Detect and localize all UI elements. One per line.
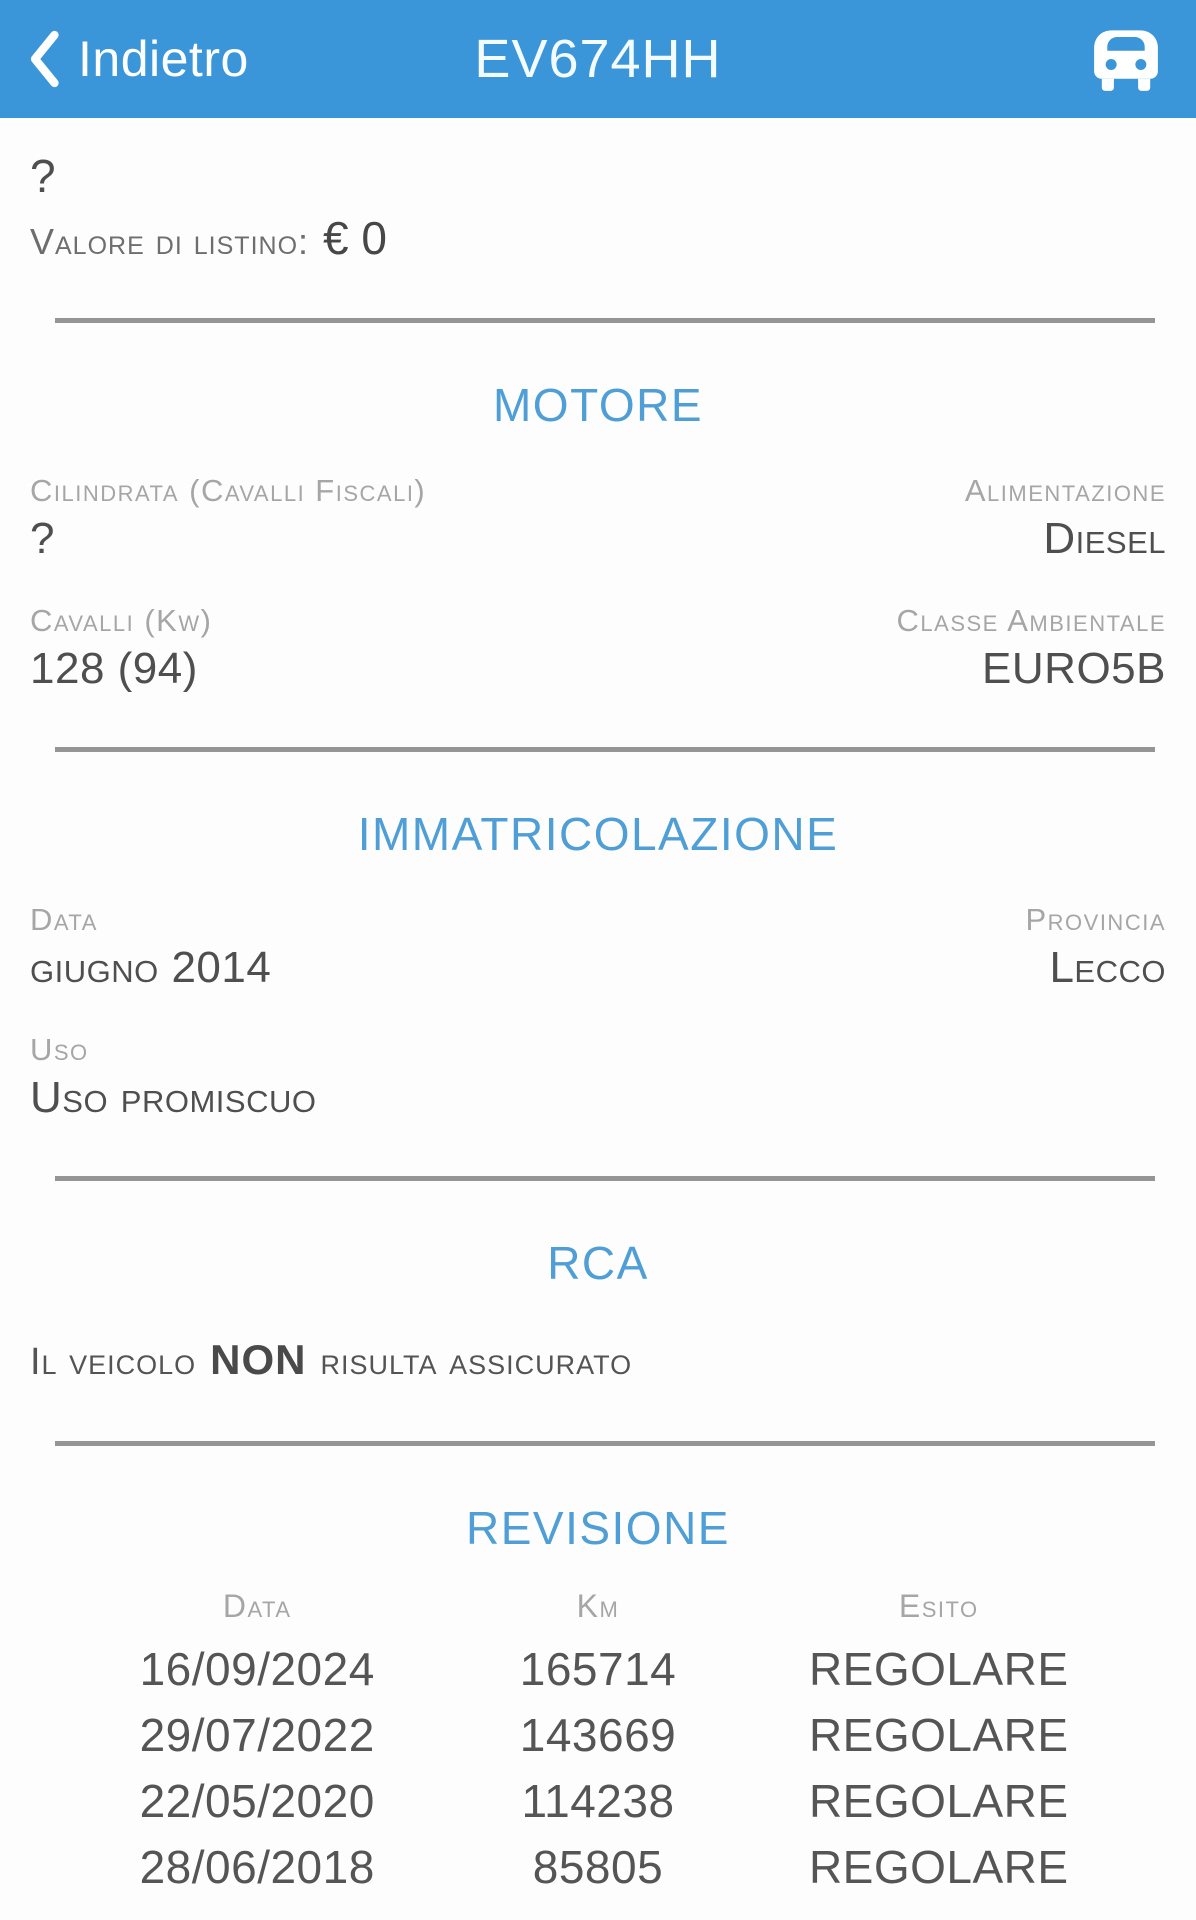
- field-provincia: [1025, 900, 1166, 994]
- table-row: [30, 1636, 1166, 1702]
- field-value: giugno 2014: [30, 943, 272, 992]
- content: [0, 118, 1196, 1920]
- navbar: [0, 0, 1196, 118]
- field-value: ?: [30, 514, 55, 563]
- section-title-immatricolazione: IMMATRICOLAZIONE: [357, 808, 839, 860]
- section-rca: [0, 1233, 1196, 1389]
- field-value: Lecco: [1049, 943, 1166, 992]
- list-price-label: Valore di listino:: [30, 221, 310, 262]
- cell-km: 85805: [532, 1841, 664, 1893]
- field-label: Cavalli (Kw): [30, 603, 213, 638]
- column-header-data: Data: [222, 1588, 292, 1624]
- car-front-glyph: [1086, 26, 1166, 92]
- section-title-revisione: REVISIONE: [465, 1502, 730, 1554]
- table-row: [30, 1702, 1166, 1768]
- cell-esito: REGOLARE: [808, 1643, 1069, 1695]
- page-title: EV674HH: [474, 29, 722, 89]
- rca-status-text: [0, 1333, 1196, 1389]
- section-title-motore: MOTORE: [492, 379, 704, 431]
- back-button-label: Indietro: [78, 31, 249, 87]
- field-label: Provincia: [1025, 902, 1166, 937]
- field-row: [0, 1030, 1196, 1124]
- field-label: Classe Ambientale: [896, 603, 1166, 638]
- field-value: EURO5B: [982, 644, 1166, 693]
- rca-text-bold: NON: [210, 1336, 307, 1383]
- field-row: [0, 900, 1196, 994]
- section-immatricolazione: [0, 804, 1196, 1124]
- field-data-immatricolazione: [30, 900, 271, 994]
- field-label: Uso: [30, 1032, 89, 1067]
- list-price-line: [30, 208, 1166, 272]
- cell-esito: REGOLARE: [808, 1709, 1069, 1761]
- section-revisione: [0, 1498, 1196, 1900]
- divider: [55, 318, 1155, 323]
- cell-esito: REGOLARE: [808, 1775, 1069, 1827]
- cell-data: 16/09/2024: [139, 1643, 375, 1695]
- divider: [55, 1176, 1155, 1181]
- field-value: Diesel: [1043, 514, 1166, 563]
- field-value: 128 (94): [30, 644, 198, 693]
- field-alimentazione: [965, 471, 1166, 565]
- section-motore: [0, 375, 1196, 695]
- field-label: Alimentazione: [964, 473, 1166, 508]
- revisione-table: [0, 1586, 1196, 1900]
- table-row: [30, 1768, 1166, 1834]
- cell-km: 165714: [519, 1643, 677, 1695]
- chevron-left-icon: [26, 28, 62, 90]
- column-header-esito: Esito: [898, 1588, 979, 1624]
- field-uso: [30, 1030, 316, 1124]
- cell-data: 29/07/2022: [139, 1709, 375, 1761]
- cell-km: 114238: [521, 1775, 675, 1827]
- car-icon[interactable]: [1086, 26, 1166, 92]
- field-label: Cilindrata (Cavalli Fiscali): [30, 473, 427, 508]
- rca-text-after: risulta assicurato: [320, 1341, 633, 1383]
- vehicle-model: ?: [30, 150, 56, 202]
- revisione-table-body: [30, 1636, 1166, 1900]
- revisione-table-header: [30, 1586, 1166, 1626]
- field-cilindrata: [30, 471, 426, 565]
- cell-data: 28/06/2018: [139, 1841, 375, 1893]
- field-classe-ambientale: [897, 601, 1166, 695]
- rca-text-before: Il veicolo: [30, 1341, 197, 1383]
- divider: [55, 747, 1155, 752]
- field-cavalli: [30, 601, 212, 695]
- back-button[interactable]: [26, 28, 249, 90]
- column-header-km: Km: [576, 1588, 620, 1624]
- section-title-rca: RCA: [547, 1237, 649, 1289]
- table-row: [30, 1834, 1166, 1900]
- field-value: Uso promiscuo: [30, 1073, 317, 1122]
- cell-data: 22/05/2020: [139, 1775, 375, 1827]
- cell-km: 143669: [519, 1709, 677, 1761]
- cell-esito: REGOLARE: [808, 1841, 1069, 1893]
- divider: [55, 1441, 1155, 1446]
- field-row: [0, 471, 1196, 565]
- field-row: [0, 601, 1196, 695]
- list-price-value: € 0: [323, 212, 387, 264]
- field-label: Data: [30, 902, 98, 937]
